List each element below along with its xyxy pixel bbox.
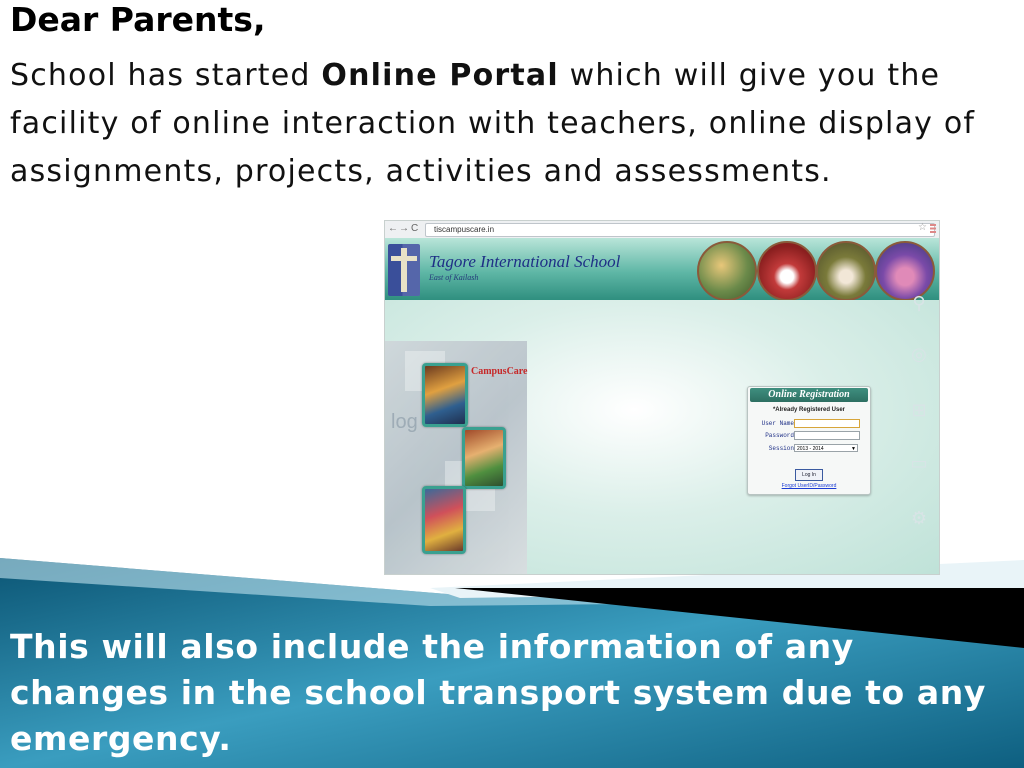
session-label: Session [768, 445, 794, 452]
site-content [385, 293, 939, 574]
username-input[interactable] [794, 419, 860, 428]
activity-photo-1 [422, 363, 468, 427]
transport-notice: This will also include the information of any changes in the school transport system due to any emergency. [10, 627, 986, 758]
school-name: Tagore International School [429, 252, 621, 271]
campuscare-logo: CampusCare [471, 366, 528, 377]
session-value: 2013 - 2014 [797, 446, 824, 452]
password-input[interactable] [794, 431, 860, 440]
header-photo-3 [816, 241, 876, 301]
gear-icon[interactable]: ⚙ [910, 508, 928, 529]
login-button[interactable]: Log In [795, 469, 823, 481]
activity-photo-2 [462, 427, 506, 489]
password-label: Password [765, 432, 794, 439]
collage-watermark: log [391, 411, 418, 433]
forward-icon[interactable]: → [399, 223, 409, 234]
site-header [385, 238, 939, 300]
username-label: User Name [761, 420, 794, 427]
intro-text-start: School has started [10, 58, 322, 93]
login-panel [747, 386, 871, 495]
intro-paragraph [10, 52, 1015, 196]
share-icon[interactable]: ◎ [911, 344, 927, 365]
browser-menu-icon[interactable] [930, 224, 936, 233]
chevron-down-icon: ▼ [851, 446, 856, 452]
windows-icon[interactable]: ⊞ [911, 400, 927, 421]
header-photo-4 [875, 241, 935, 301]
header-photo-1 [697, 241, 757, 301]
bookmark-star-icon[interactable]: ☆ [918, 222, 927, 233]
intro-text-end: which will give you the facility of online interaction with teachers, online display of assignments, projects, activities and assessments. [10, 58, 976, 189]
device-icon[interactable]: ▭ [910, 453, 928, 474]
session-select[interactable] [794, 444, 858, 452]
registered-user-note: *Already Registered User [772, 407, 846, 413]
header-photo-2 [757, 241, 817, 301]
forgot-password-link[interactable]: Forgot UserID/Password [781, 483, 837, 489]
back-icon[interactable]: ← [388, 223, 398, 234]
activity-photo-3 [422, 486, 466, 554]
greeting-heading: Dear Parents, [10, 0, 266, 39]
portal-screenshot [384, 220, 940, 575]
login-panel-title: Online Registration [750, 388, 868, 402]
browser-toolbar [385, 221, 939, 239]
online-portal-emphasis: Online Portal [321, 58, 559, 93]
reload-icon[interactable]: C [411, 223, 419, 234]
school-subtitle: East of Kailash [429, 273, 479, 282]
school-logo [388, 244, 420, 296]
search-icon[interactable]: ⚲ [912, 293, 926, 314]
address-bar[interactable]: tiscampuscare.in [425, 223, 935, 237]
